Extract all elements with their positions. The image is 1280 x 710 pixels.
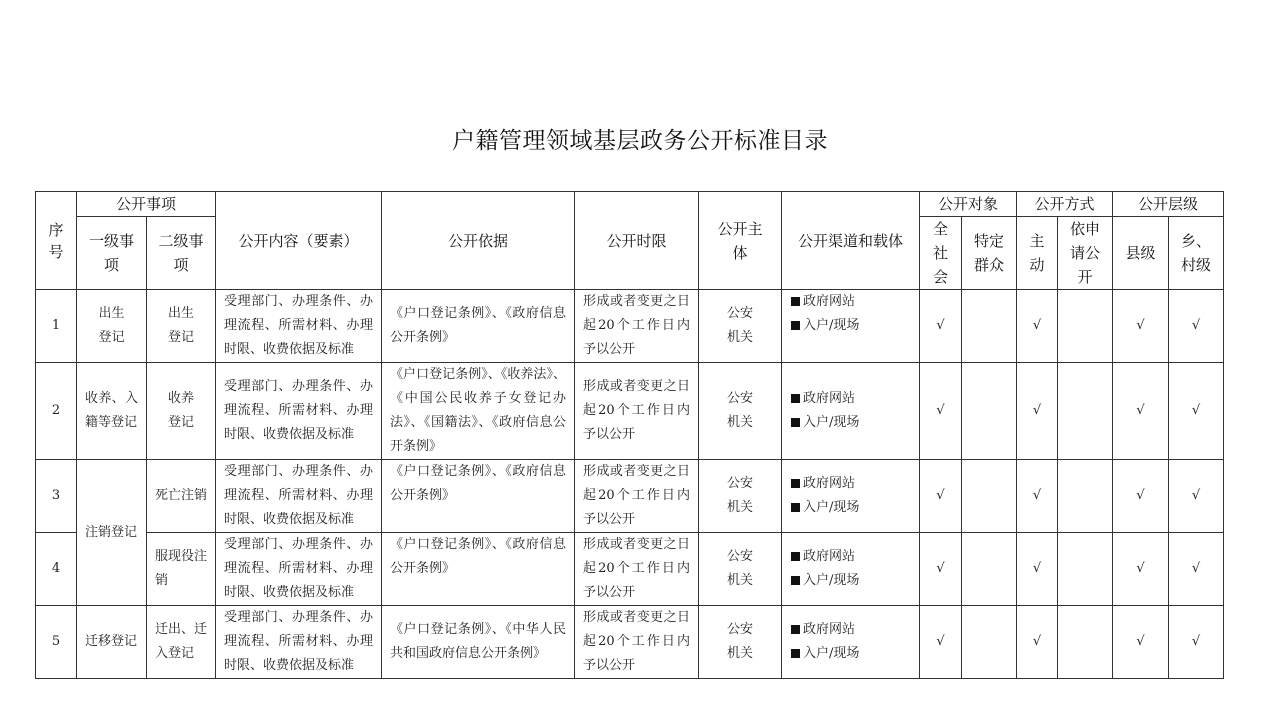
- check-mark-icon: √: [1169, 533, 1224, 606]
- channel-item: 入户/现场: [791, 496, 919, 520]
- row-content: 受理部门、办理条件、办理流程、所需材料、办理时限、收费依据及标准: [216, 533, 382, 606]
- row-basis: 《户口登记条例》、《中华人民共和国政府信息公开条例》: [382, 606, 575, 679]
- header-level2: 二级事项: [147, 217, 216, 290]
- empty-cell: [962, 290, 1017, 363]
- check-mark-icon: √: [1017, 290, 1058, 363]
- empty-cell: [962, 606, 1017, 679]
- check-mark-icon: √: [1113, 363, 1169, 460]
- header-level-town: 乡、村级: [1169, 217, 1224, 290]
- row-level2: 服现役注销: [147, 533, 216, 606]
- row-seq: 2: [36, 363, 77, 460]
- check-mark-icon: √: [920, 606, 962, 679]
- channel-item: 政府网站: [791, 618, 919, 642]
- channel-item: 入户/现场: [791, 411, 919, 435]
- row-level1: 出生登记: [77, 290, 147, 363]
- square-bullet-icon: [791, 394, 800, 403]
- row-time: 形成或者变更之日起20个工作日内予以公开: [575, 290, 699, 363]
- check-mark-icon: √: [1017, 606, 1058, 679]
- row-level2: 出生登记: [147, 290, 216, 363]
- empty-cell: [1058, 533, 1113, 606]
- row-basis: 《户口登记条例》、《政府信息公开条例》: [382, 533, 575, 606]
- empty-cell: [1058, 363, 1113, 460]
- check-mark-icon: √: [1113, 606, 1169, 679]
- row-channel: [782, 363, 920, 460]
- row-time: 形成或者变更之日起20个工作日内予以公开: [575, 606, 699, 679]
- header-content: 公开内容（要素）: [216, 192, 382, 290]
- row-time: 形成或者变更之日起20个工作日内予以公开: [575, 460, 699, 533]
- square-bullet-icon: [791, 418, 800, 427]
- check-mark-icon: √: [920, 290, 962, 363]
- row-channel: [782, 460, 920, 533]
- channel-item: 入户/现场: [791, 569, 919, 593]
- empty-cell: [962, 363, 1017, 460]
- empty-cell: [1058, 606, 1113, 679]
- square-bullet-icon: [791, 479, 800, 488]
- check-mark-icon: √: [920, 533, 962, 606]
- row-level2: 死亡注销: [147, 460, 216, 533]
- header-channel: 公开渠道和载体: [782, 192, 920, 290]
- row-channel: [782, 533, 920, 606]
- header-level-county: 县级: [1113, 217, 1169, 290]
- row-seq: 3: [36, 460, 77, 533]
- empty-cell: [962, 460, 1017, 533]
- row-subject: 公安机关: [699, 363, 782, 460]
- row-seq: 1: [36, 290, 77, 363]
- empty-cell: [1058, 290, 1113, 363]
- page-title: 户籍管理领域基层政务公开标准目录: [452, 128, 828, 154]
- row-level1: 注销登记: [77, 460, 147, 606]
- header-object-specific: 特定群众: [962, 217, 1017, 290]
- square-bullet-icon: [791, 625, 800, 634]
- check-mark-icon: √: [1113, 533, 1169, 606]
- square-bullet-icon: [791, 552, 800, 561]
- header-level: 公开层级: [1113, 192, 1224, 217]
- row-basis: 《户口登记条例》、《政府信息公开条例》: [382, 290, 575, 363]
- check-mark-icon: √: [1017, 460, 1058, 533]
- table-row: [36, 290, 1224, 363]
- header-object-all: 全社会: [920, 217, 962, 290]
- check-mark-icon: √: [920, 363, 962, 460]
- header-mode-apply: 依申请公开: [1058, 217, 1113, 290]
- header-time: 公开时限: [575, 192, 699, 290]
- row-channel: [782, 606, 920, 679]
- square-bullet-icon: [791, 297, 800, 306]
- row-content: 受理部门、办理条件、办理流程、所需材料、办理时限、收费依据及标准: [216, 290, 382, 363]
- header-mode: 公开方式: [1017, 192, 1113, 217]
- header-matters: 公开事项: [77, 192, 216, 217]
- empty-cell: [962, 533, 1017, 606]
- row-level2: 迁出、迁入登记: [147, 606, 216, 679]
- catalog-table: [35, 191, 1224, 679]
- channel-item: 入户/现场: [791, 642, 919, 666]
- channel-item: 入户/现场: [791, 314, 919, 338]
- row-subject: 公安机关: [699, 606, 782, 679]
- row-level1: 迁移登记: [77, 606, 147, 679]
- channel-item: 政府网站: [791, 387, 919, 411]
- channel-item: 政府网站: [791, 545, 919, 569]
- row-subject: 公安机关: [699, 460, 782, 533]
- check-mark-icon: √: [1017, 363, 1058, 460]
- header-subject: 公开主体: [699, 192, 782, 290]
- row-content: 受理部门、办理条件、办理流程、所需材料、办理时限、收费依据及标准: [216, 606, 382, 679]
- table-row: [36, 533, 1224, 606]
- row-content: 受理部门、办理条件、办理流程、所需材料、办理时限、收费依据及标准: [216, 363, 382, 460]
- channel-item: 政府网站: [791, 290, 919, 314]
- row-basis: 《户口登记条例》、《收养法》、《中国公民收养子女登记办法》、《国籍法》、《政府信息公开条例》: [382, 363, 575, 460]
- header-level1: 一级事项: [77, 217, 147, 290]
- table-row: [36, 606, 1224, 679]
- row-channel: [782, 290, 920, 363]
- header-object: 公开对象: [920, 192, 1017, 217]
- check-mark-icon: √: [920, 460, 962, 533]
- check-mark-icon: √: [1169, 460, 1224, 533]
- row-basis: 《户口登记条例》、《政府信息公开条例》: [382, 460, 575, 533]
- row-time: 形成或者变更之日起20个工作日内予以公开: [575, 363, 699, 460]
- empty-cell: [1058, 460, 1113, 533]
- row-content: 受理部门、办理条件、办理流程、所需材料、办理时限、收费依据及标准: [216, 460, 382, 533]
- header-mode-active: 主动: [1017, 217, 1058, 290]
- check-mark-icon: √: [1113, 290, 1169, 363]
- row-level2: 收养登记: [147, 363, 216, 460]
- check-mark-icon: √: [1169, 290, 1224, 363]
- row-seq: 4: [36, 533, 77, 606]
- row-level1: 收养、入籍等登记: [77, 363, 147, 460]
- table-row: [36, 363, 1224, 460]
- row-subject: 公安机关: [699, 290, 782, 363]
- header-seq: 序号: [36, 192, 77, 290]
- square-bullet-icon: [791, 576, 800, 585]
- check-mark-icon: √: [1017, 533, 1058, 606]
- check-mark-icon: √: [1169, 363, 1224, 460]
- square-bullet-icon: [791, 649, 800, 658]
- square-bullet-icon: [791, 503, 800, 512]
- square-bullet-icon: [791, 321, 800, 330]
- row-subject: 公安机关: [699, 533, 782, 606]
- check-mark-icon: √: [1113, 460, 1169, 533]
- channel-item: 政府网站: [791, 472, 919, 496]
- header-basis: 公开依据: [382, 192, 575, 290]
- table-row: [36, 460, 1224, 533]
- row-time: 形成或者变更之日起20个工作日内予以公开: [575, 533, 699, 606]
- check-mark-icon: √: [1169, 606, 1224, 679]
- row-seq: 5: [36, 606, 77, 679]
